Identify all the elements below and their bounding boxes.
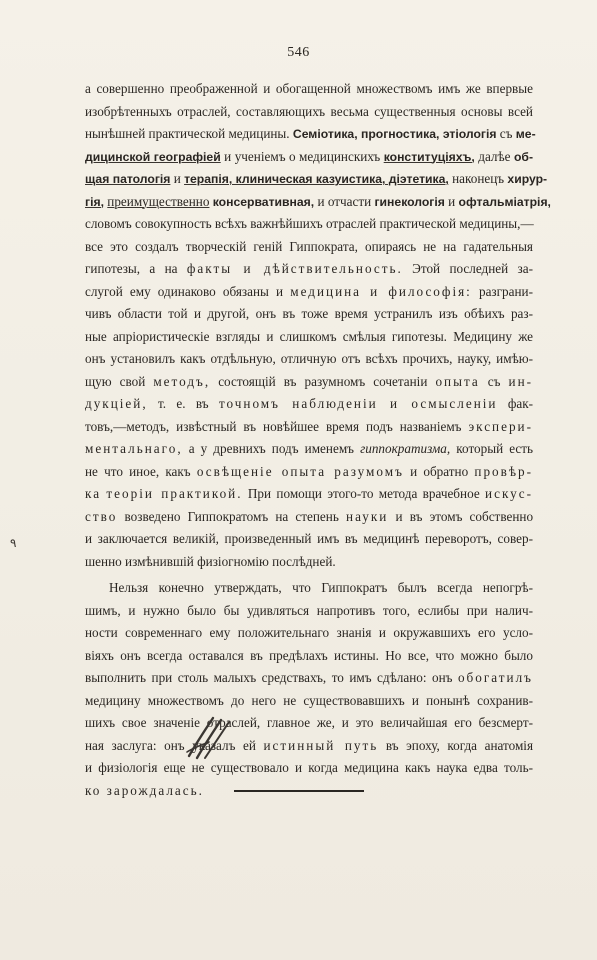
text-run: ные апріористическіе взгляды и слишкомъ смѣлыя гипотезы. Медицину же (85, 328, 533, 344)
text-run: съ (487, 373, 501, 389)
spaced-term: экспери- (468, 418, 533, 434)
text-line (85, 645, 533, 668)
bold-term: терапія, клиническая казуистика, діэтетика, (184, 172, 449, 186)
text-line (85, 168, 548, 191)
text-run: возведено Гиппократомъ на степень (124, 508, 339, 524)
text-run: т. е. въ (157, 396, 209, 411)
text-run: щую свой (85, 373, 146, 389)
text-line (85, 667, 533, 690)
text-run: ная заслуга: онъ указалъ ей (85, 737, 256, 753)
spaced-term: освѣщеніе опыта разумомъ (196, 463, 404, 479)
text-run: словомъ совокупность всѣхъ важнѣйшихъ отраслей практической медицины,— (85, 216, 534, 231)
text-line (85, 303, 533, 326)
bold-term: конституціяхъ, (383, 149, 475, 164)
spaced-term: опыта (435, 373, 480, 389)
paragraph-1 (85, 78, 551, 573)
margin-mark: ٩ (10, 536, 17, 550)
text-line (85, 146, 533, 169)
page-number: 546 (287, 45, 310, 60)
text-run: не что иное, какъ (85, 463, 191, 479)
text-line (85, 506, 533, 529)
text-line (85, 416, 533, 439)
text-run: далѣе (478, 148, 511, 164)
text-run: Этой последней за- (412, 261, 534, 276)
text-line (85, 191, 551, 214)
text-line (85, 258, 533, 281)
bold-term: Семіотика, прогностика, этіологія (292, 127, 497, 141)
text-run: шихъ свое значеніе отраслей, главное же, и это величайшая его безсмерт- (85, 715, 533, 730)
text-line (85, 551, 533, 574)
text-line (85, 281, 533, 304)
text-line (85, 326, 533, 349)
bold-term: щая патологія (85, 172, 171, 186)
bold-term: хирур- (507, 172, 548, 186)
text-run: товъ,—методъ, извѣстный въ новѣйшее время подъ названіемъ (85, 418, 462, 434)
text-line (85, 101, 533, 124)
text-run: и въ этомъ собственно (395, 508, 534, 524)
spaced-term: ментальнаго, (85, 441, 183, 456)
text-run: въ эпоху, когда анатомія (385, 737, 534, 753)
text-run: онъ установилъ какъ отдѣльную, отличную отъ всѣхъ прочихъ, науку, имѣю- (85, 351, 533, 366)
text-run: все это создалъ творческій геній Гиппократа, опираясь не на гадательныя (85, 238, 533, 254)
text-line (85, 577, 533, 600)
spaced-term: дукціей, (85, 396, 148, 411)
spaced-term: методъ, (153, 373, 211, 389)
text-line (85, 213, 533, 236)
text-line (85, 528, 533, 551)
text-run: віяхъ онъ всегда оставался въ предѣлахъ истины. Но все, что можно было (85, 647, 533, 663)
spaced-term: факты и дѣйствительность. (186, 261, 403, 276)
text-run: При помощи этого-то метода врачебное (247, 486, 480, 501)
bold-term: об- (513, 149, 534, 164)
text-run: шимъ, и нужно было бы удивляться напротивъ того, еслибы при налич- (85, 602, 533, 618)
text-line (85, 438, 533, 461)
text-run: состоящій въ разумномъ сочетаніи (218, 373, 428, 389)
text-run: чивъ области той и другой, онъ въ тоже время устранилъ изъ обѣихъ раз- (85, 306, 533, 321)
text-run: фак- (507, 396, 534, 411)
text-line (85, 371, 533, 394)
text-run: медицину множествомъ до него не существовавшихъ и понынѣ сохранив- (85, 692, 533, 708)
spaced-term: истинный путь (263, 737, 379, 753)
text-line (85, 690, 533, 713)
spaced-term: обогатилъ (457, 670, 533, 685)
spaced-term: ин- (508, 373, 534, 389)
text-run: и заключается великій, произведенный имъ въ медицинѣ переворотъ, совер- (85, 531, 533, 546)
spaced-term: ка (85, 486, 102, 501)
spaced-term: медицина и философія: (290, 283, 472, 299)
text-run: преимущественно (107, 193, 210, 209)
text-line (85, 757, 533, 780)
text-line (85, 712, 533, 735)
text-line (85, 461, 533, 484)
text-line (85, 78, 533, 101)
text-line (85, 622, 533, 645)
bold-term: гія, (85, 194, 104, 209)
spaced-term: провѣр- (474, 463, 534, 479)
text-run: и отчасти (317, 193, 372, 209)
italic-term: гиппократизма, (360, 441, 451, 456)
text-run: и обратно (410, 463, 469, 479)
text-line (85, 600, 533, 623)
text-run: наконецъ (452, 171, 505, 186)
text-run: а у древнихъ подъ именемъ (188, 441, 354, 456)
text-run: гипотезы, а на (85, 261, 178, 276)
text-run: и физіологія еще не существовало и когда медицина какъ наука едва толь- (85, 760, 533, 775)
text-line (85, 735, 533, 758)
bold-term: дицинской географіей (85, 149, 221, 164)
text-run: изобрѣтенныхъ отраслей, составляющихъ весьма существенныя основы всей (85, 103, 533, 119)
spaced-term: искус- (485, 486, 534, 501)
text-run: и (448, 193, 456, 209)
spaced-term: науки (346, 508, 389, 524)
text-line (85, 123, 536, 146)
paragraph-2 (85, 577, 533, 802)
spaced-term: теоріи практикой. (106, 486, 243, 501)
text-run: съ (499, 126, 513, 141)
text-line (85, 348, 533, 371)
text-line (85, 236, 533, 259)
pencil-annotation-mark (183, 712, 239, 762)
text-run: и ученіемъ о медицинскихъ (224, 148, 381, 164)
text-run: который есть (456, 441, 534, 456)
spaced-term: точномъ наблюденіи и осмысленіи (218, 396, 498, 411)
text-run: выполнить при столь малыхъ средствахъ, то имъ сдѣлано: онъ (85, 670, 453, 685)
text-run: шенно измѣнившій физіогномію послѣдней. (85, 553, 336, 569)
spaced-term: ство (85, 508, 118, 524)
body-text (85, 78, 551, 802)
bold-term: ме- (515, 127, 536, 141)
bold-term: гинекологія (374, 194, 445, 209)
text-run: слугой ему одинаково обязаны и (85, 283, 284, 299)
section-divider-rule (234, 790, 364, 792)
text-run: Нельзя конечно утверждать, что Гиппократъ былъ всегда непогрѣ- (109, 580, 533, 595)
bold-term: консервативная, (212, 194, 315, 209)
text-line (85, 483, 533, 506)
text-run: а совершенно преображенной и обогащенной множествомъ имъ же впервые (85, 81, 533, 96)
text-run: нынѣшней практической медицины. (85, 126, 290, 141)
text-line (85, 393, 533, 416)
bold-term: офтальміатрія, (458, 194, 551, 209)
text-run: ности современнаго ему положительнаго знанія и окружавшихъ его усло- (85, 625, 533, 640)
text-run: и (173, 171, 181, 186)
spaced-term: ко зарождалась. (85, 782, 204, 798)
text-run: разграни- (478, 283, 533, 299)
